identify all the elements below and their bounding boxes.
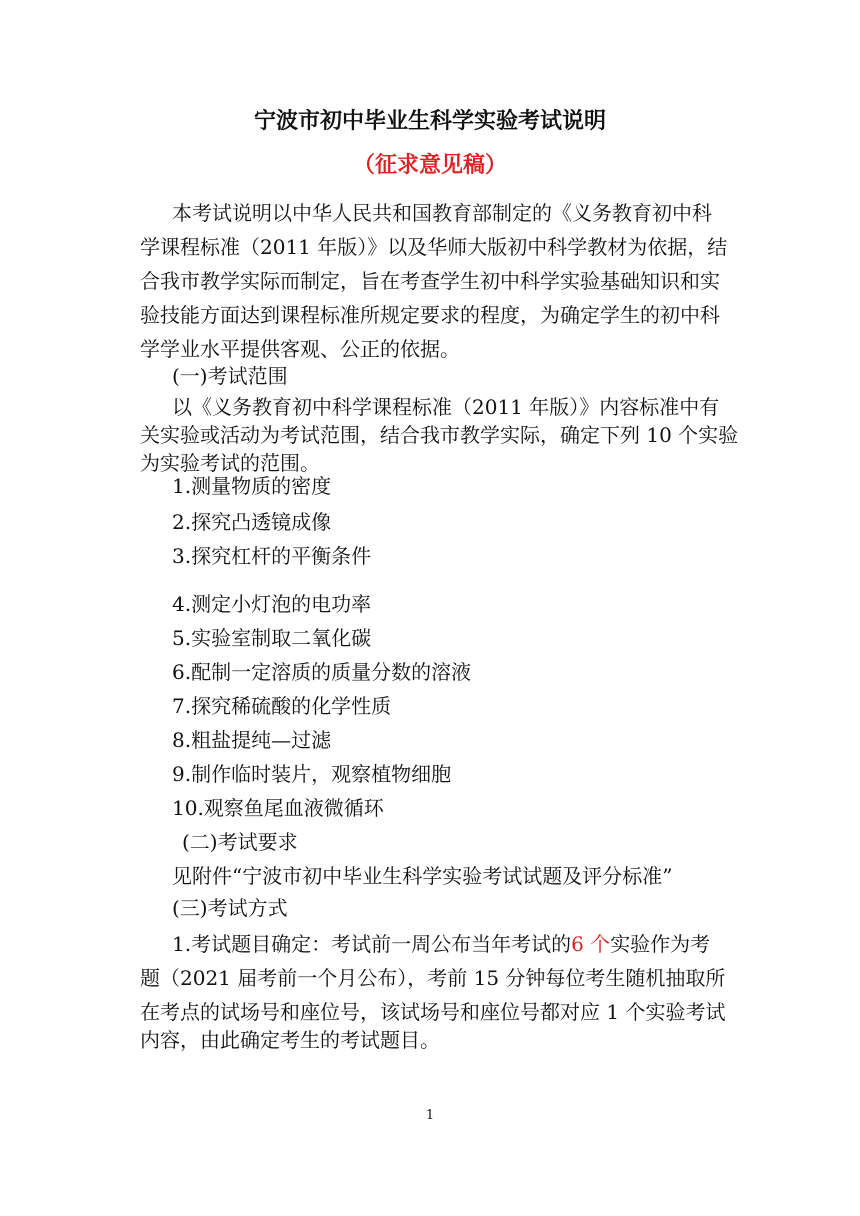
section3-line-1 [172, 928, 710, 957]
section1-heading: (一)考试范围 [172, 364, 288, 388]
experiment-item: 4.测定小灯泡的电功率 [172, 592, 372, 616]
section3-line-4: 内容，由此确定考生的考试题目。 [140, 1028, 440, 1052]
experiment-item: 10.观察鱼尾血液微循环 [172, 796, 384, 820]
section1-line-2: 关实验或活动为考试范围，结合我市教学实际，确定下列 10 个实验 [140, 423, 739, 447]
intro-line-2: 学课程标准（2011 年版）》以及华师大版初中科学教材为依据，结 [140, 235, 728, 259]
section2-heading: (二)考试要求 [182, 830, 298, 854]
section1-line-3: 为实验考试的范围。 [140, 451, 320, 475]
experiment-item: 6.配制一定溶质的质量分数的溶液 [172, 660, 472, 684]
experiment-item: 9.制作临时装片，观察植物细胞 [172, 762, 452, 786]
intro-line-5: 学学业水平提供客观、公正的依据。 [140, 337, 460, 361]
document-title: 宁波市初中毕业生科学实验考试说明 [253, 109, 606, 134]
section3-line-2: 题（2021 届考前一个月公布），考前 15 分钟每位考生随机抽取所 [140, 966, 726, 990]
exam-count-highlight: 6 个 [571, 932, 611, 956]
section3-line1-text: 1.考试题目确定：考试前一周公布当年考试的 [172, 932, 572, 956]
experiment-item: 5.实验室制取二氧化碳 [172, 626, 372, 650]
intro-line-1: 本考试说明以中华人民共和国教育部制定的《义务教育初中科 [172, 201, 712, 225]
experiment-item: 2.探究凸透镜成像 [172, 510, 332, 534]
section1-line-1: 以《义务教育初中科学课程标准（2011 年版）》内容标准中有 [172, 395, 720, 419]
section2-text: 见附件“宁波市初中毕业生科学实验考试试题及评分标准” [172, 864, 673, 888]
experiment-item: 3.探究杠杆的平衡条件 [172, 544, 372, 568]
document-subtitle: （征求意见稿） [352, 153, 507, 178]
intro-line-3: 合我市教学实际而制定，旨在考查学生初中科学实验基础知识和实 [140, 269, 720, 293]
page-number: 1 [425, 1108, 435, 1123]
experiment-item: 1.测量物质的密度 [172, 474, 332, 498]
section3-line1-tail: 实验作为考 [610, 932, 711, 956]
section3-line-3: 在考点的试场号和座位号，该试场号和座位号都对应 1 个实验考试 [140, 1000, 726, 1024]
experiment-item: 8.粗盐提纯—过滤 [172, 728, 332, 752]
section3-heading: (三)考试方式 [172, 896, 288, 920]
experiment-item: 7.探究稀硫酸的化学性质 [172, 694, 392, 718]
intro-line-4: 验技能方面达到课程标准所规定要求的程度，为确定学生的初中科 [140, 303, 720, 327]
